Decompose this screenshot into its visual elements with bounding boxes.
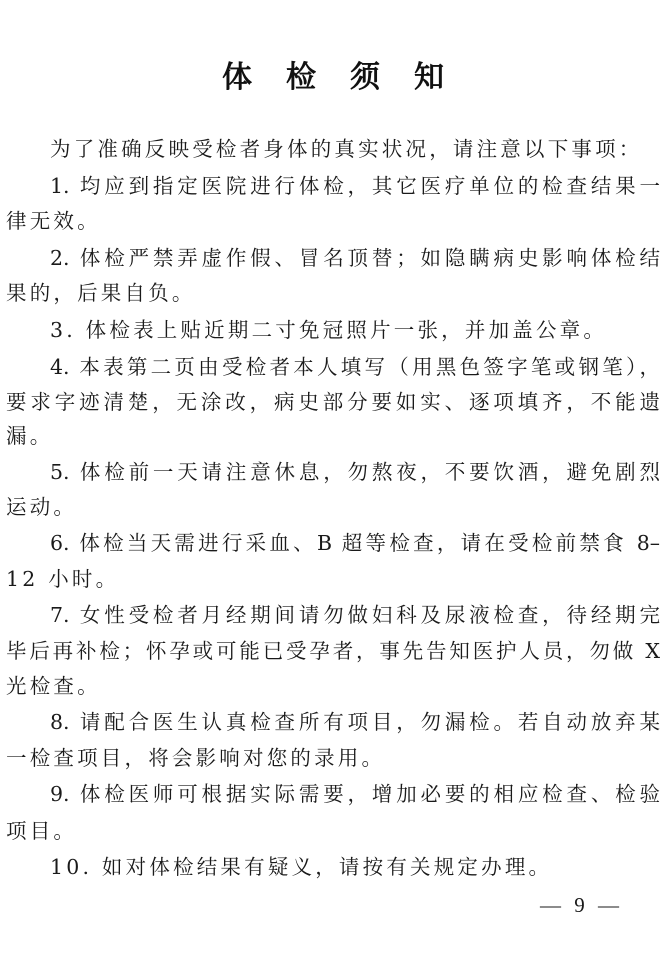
list-item-line: 要求字迹清楚，无涂改，病史部分要如实、逐项填齐，不能遗 [6, 390, 660, 414]
list-item-line: 12 小时。 [6, 567, 120, 591]
page-title: 体检须知 [222, 60, 478, 95]
list-item-line: 律无效。 [6, 209, 101, 233]
list-item-line: 1. 均应到指定医院进行体检，其它医疗单位的检查结果一 [50, 174, 660, 198]
list-item-line: 8. 请配合医生认真检查所有项目，勿漏检。若自动放弃某 [50, 710, 660, 734]
list-item-line: 运动。 [6, 495, 78, 519]
list-item-line: 7. 女性受检者月经期间请勿做妇科及尿液检查，待经期完 [50, 603, 660, 627]
list-item-line: 4. 本表第二页由受检者本人填写（用黑色签字笔或钢笔）， [50, 355, 660, 379]
page-number: — 9 — [540, 893, 623, 917]
list-item-line: 2. 体检严禁弄虚作假、冒名顶替；如隐瞒病史影响体检结 [50, 246, 660, 270]
list-item-line: 光检查。 [6, 674, 101, 698]
list-item-line: 10. 如对体检结果有疑义，请按有关规定办理。 [50, 855, 553, 879]
list-item-line: 毕后再补检；怀孕或可能已受孕者，事先告知医护人员，勿做 X [6, 639, 660, 663]
intro-paragraph: 为了准确反映受检者身体的真实状况，请注意以下事项： [50, 137, 643, 161]
list-item-line: 一检查项目，将会影响对您的录用。 [6, 746, 386, 770]
list-item-line: 漏。 [6, 424, 54, 448]
list-item-line: 果的，后果自负。 [6, 281, 196, 305]
list-item-line: 6. 体检当天需进行采血、B 超等检查，请在受检前禁食 8– [50, 531, 660, 555]
list-item-line: 5. 体检前一天请注意休息，勿熬夜，不要饮酒，避免剧烈 [50, 460, 660, 484]
list-item-line: 9. 体检医师可根据实际需要，增加必要的相应检查、检验 [50, 782, 660, 806]
list-item-line: 项目。 [6, 819, 78, 843]
list-item-line: 3. 体检表上贴近期二寸免冠照片一张，并加盖公章。 [50, 318, 608, 342]
